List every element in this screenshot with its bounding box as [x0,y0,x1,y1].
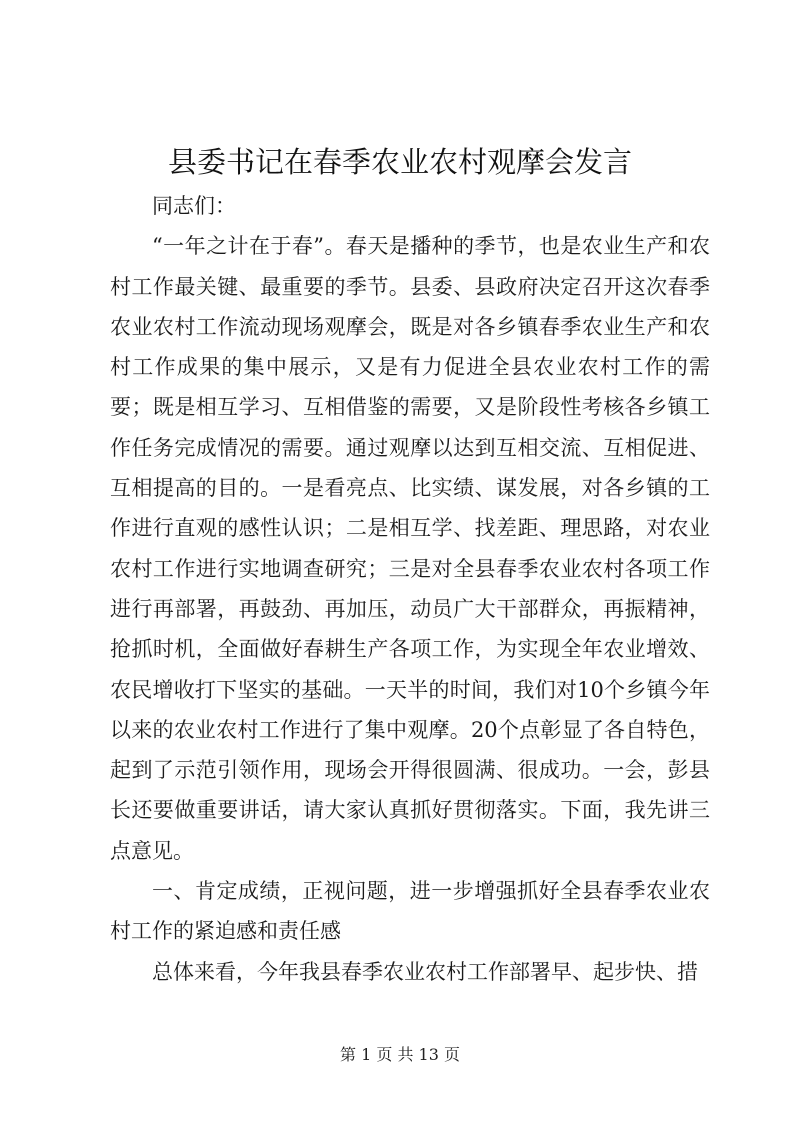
section-body-paragraph: 总体来看，今年我县春季农业农村工作部署早、起步快、措 [152,959,698,984]
salutation-paragraph: 同志们： [152,194,236,218]
section-heading-paragraph: 一、肯定成绩，正视问题，进一步增强抓好全县春季农业农村工作的紧迫感和责任感 [110,879,710,944]
page-number-footer: 第 1 页 共 13 页 [340,1045,460,1064]
intro-paragraph: “一年之计在于春”。春天是播种的季节，也是农业生产和农村工作最关键、最重要的季节。县委、县政府决定召开这次春季农业农村工作流动现场观摩会，既是对各乡镇春季农业生产和农村工作成果的集中展示，又是有力促进全县农业农村工作的需要；既是相互学习、互相借鉴的需要，又是阶段性考核各乡镇工作任务完成情况的需要。通过观摩以达到互相交流、互相促进、互相提高的目的。一是看亮点、比实绩、谋发展，对各乡镇的工作进行直观的感性认识；二是相互学、找差距、理思路，对农业农村工作进行实地调查研究；三是对全县春季农业农村各项工作进行再部署，再鼓劲、再加压，动员广大干部群众，再振精神，抢抓时机，全面做好春耕生产各项工作，为实现全年农业增效、农民增收打下坚实的基础。一天半的时间，我们对10个乡镇今年以来的农业农村工作进行了集中观摩。20个点彰显了各自特色，起到了示范引领作用，现场会开得很圆满、很成功。一会，彭县长还要做重要讲话，请大家认真抓好贯彻落实。下面，我先讲三点意见。 [110,234,710,863]
document-title: 县委书记在春季农业农村观摩会发言 [167,145,632,179]
document-body [110,186,710,992]
